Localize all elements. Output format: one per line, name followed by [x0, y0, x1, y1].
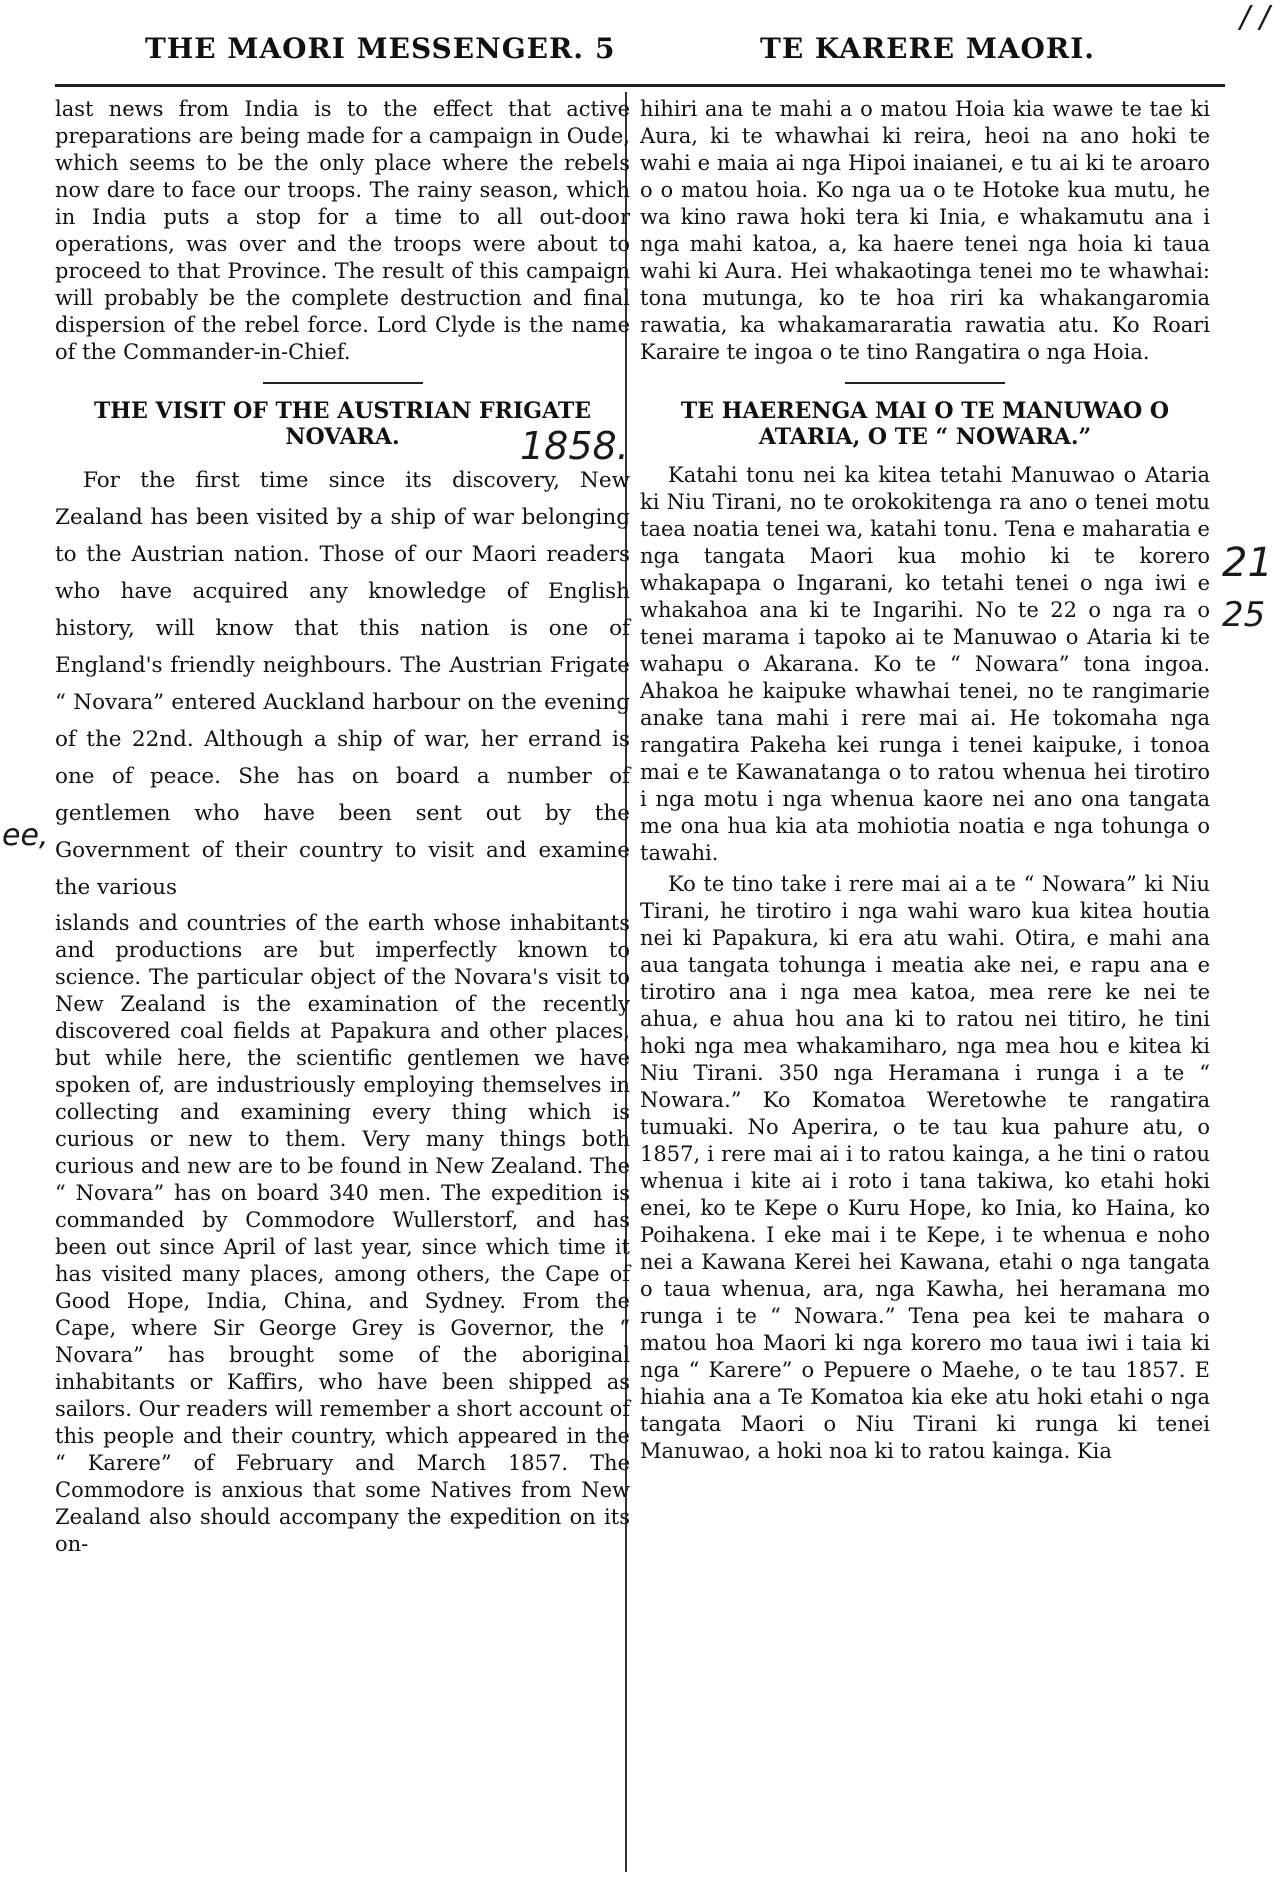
- novara-paragraph-2: islands and countries of the earth whose inhabitants and productions are but imperfectly known to science. The particular object of the Novara's visit to New Zealand is the examination of the recently discovered coal fields at Papakura and other places, but while here, the scientific gentlemen we have spoken of, are industriously employing themselves in collecting and examining every thing which is curious or new to them. Very many things both curious and new are to be found in New Zealand. The “ Novara” has on board 340 men. The expedition is commanded by Commodore Wullerstorf, and has been out since April of last year, since which time it has visited many places, among others, the Cape of Good Hope, India, China, and Sydney. From the Cape, where Sir George Grey is Governor, the “ Novara” has brought some of the aboriginal inhabitants or Kaffirs, who have been shipped as sailors. Our readers will remember a short account of this people and their country, which appeared in the “ Karere” of February and March 1857. The Commodore is anxious that some Natives from New Zealand also should accompany the expedition on its on-: [55, 911, 630, 1556]
- maori-column: [640, 96, 1210, 1469]
- section-divider: [263, 382, 423, 384]
- india-news-paragraph: last news from India is to the effect that active preparations are being made for a campaign in Oude, which seems to be the only place where the rebels now dare to face our troops. The rainy season, which in India puts a stop for a time to all out-door operations, was over and the troops were about to proceed to that Province. The result of this campaign will probably be the complete destruction and final dispersion of the rebel force. Lord Clyde is the name of the Commander-in-Chief.: [55, 97, 630, 364]
- india-news-paragraph-maori: hihiri ana te mahi a o matou Hoia kia wawe te tae ki Aura, ki te whawhai ki reira, heoi na ano hoki te wahi e maia ai nga Hipoi inaianei, e tu ai ki te aroaro o o matou hoia. Ko nga ua o te Hotoke kua mutu, he wa kino rawa hoki tera ki Inia, e whakamutu ana i nga mahi katoa, a, ka haere tenei nga hoia ki taua wahi ki Aura. Hei whakaotinga tenei mo te whawhai: tona mutunga, ko te hoa riri ka whakangaromia rawatia, ka whakamararatia rawatia atu. Ko Roari Karaire te ingoa o te tino Rangatira o nga Hoia.: [640, 97, 1210, 364]
- novara-section-title: THE VISIT OF THE AUSTRIAN FRIGATE NOVARA.: [93, 398, 592, 450]
- handwritten-corner-mark: / /: [1240, 0, 1270, 35]
- header-title-english: THE MAORI MESSENGER.: [145, 32, 584, 65]
- handwritten-note-ee: ee,: [2, 818, 49, 853]
- english-column: [55, 96, 630, 1562]
- handwritten-note-21: 21: [1222, 540, 1273, 586]
- nowara-section-title: TE HAERENGA MAI O TE MANUWAO O ATARIA, O TE “ NOWARA.”: [680, 398, 1170, 450]
- handwritten-note-25: 25: [1222, 595, 1266, 635]
- header-rule: [55, 84, 1225, 87]
- page-number: 5: [595, 32, 616, 65]
- nowara-paragraph-1: Katahi tonu nei ka kitea tetahi Manuwao o Ataria ki Niu Tirani, no te orokokitenga ra ano o tenei motu taea noatia tenei wa, katahi tonu. Tena e maharatia e nga tangata Maori kua mohio ki te korero whakapapa o Ingarani, ko tetahi tenei o nga iwi e whakahoa ana ki te Ingarihi. No te 22 o nga ra o tenei marama i tapoko ai te Manuwao o Ataria ki te wahapu o Akarana. Ko te “ Nowara” tona ingoa. Ahakoa he kaipuke whawhai tenei, no te rangimarie anake tana mahi i rere mai ai. He tokomaha nga rangatira Pakeha kei runga i tenei kaipuke, i tonoa mai e te Kawanatanga o to ratou whenua hei tirotiro i nga motu i nga whenua kaore nei ano ona tangata me ona hua kia ata mohiotia noatia e nga tohunga o tawahi.: [640, 463, 1210, 865]
- header-title-maori: TE KARERE MAORI.: [760, 32, 1096, 65]
- page-header: [40, 18, 1200, 72]
- handwritten-year-note: 1858.: [520, 424, 629, 468]
- section-divider-maori: [845, 382, 1005, 384]
- novara-paragraph-1: For the first time since its discovery, New Zealand has been visited by a ship of war belonging to the Austrian nation. Those of our Maori readers who have acquired any knowledge of English history, will know that this nation is one of England's friendly neighbours. The Austrian Frigate “ Novara” entered Auckland harbour on the evening of the 22nd. Although a ship of war, her errand is one of peace. She has on board a number of gentlemen who have been sent out by the Government of their country to visit and examine the various: [55, 468, 630, 900]
- nowara-paragraph-2: Ko te tino take i rere mai ai a te “ Nowara” ki Niu Tirani, he tirotiro i nga wahi waro kua kitea houtia nei ki Papakura, ki era atu wahi. Otira, e mahi ana aua tangata tohunga i meatia ake nei, e rapu ana e tirotiro ana i nga mea katoa, mea rere ke nei te ahua, e ahua hou ana ki to ratou nei titiro, he tini hoki nga mea whakamiharo, nga mea hou e kitea ki Niu Tirani. 350 nga Heramana i runga i a te “ Nowara.” Ko Komatoa Weretowhe te rangatira tumuaki. No Aperira, o te tau kua pahure atu, o 1857, i rere mai ai i to ratou kainga, a he tini o ratou whenua i kite ai i roto i tana takiwa, ko etahi hoki enei, ko te Kepe o Kuru Hope, ko Inia, ko Haina, ko Poihakena. I eke mai i te Kepe, i te whenua e noho nei a Kawana Kerei hei Kawana, etahi o nga tangata o taua whenua, ara, nga Kawha, hei heramana mo runga i te “ Nowara.” Tena pea kei te mahara o matou hoa Maori ki nga korero mo taua iwi i taia ki nga “ Karere” o Pepuere o Maehe, o te tau 1857. E hiahia ana a Te Komatoa kia eke atu hoki etahi o nga tangata Maori o Niu Tirani ki runga ki tenei Manuwao, a hoki noa ki to ratou kainga. Kia: [640, 872, 1210, 1463]
